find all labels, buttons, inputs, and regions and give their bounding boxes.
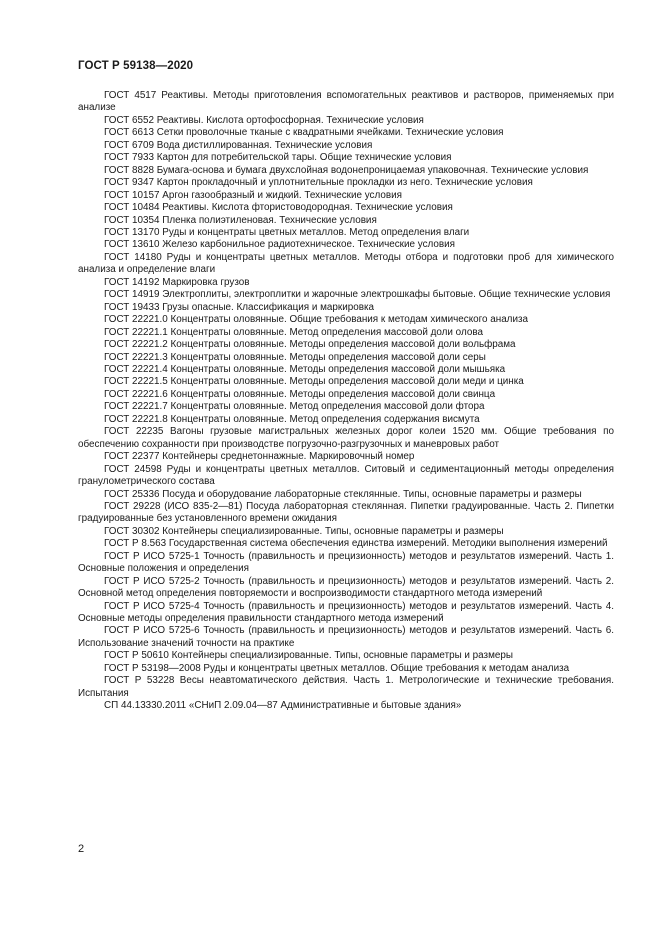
reference-item: ГОСТ 25336 Посуда и оборудование лабораторные стеклянные. Типы, основные параметры и размеры: [104, 488, 582, 500]
reference-item: ГОСТ 7933 Картон для потребительской тары. Общие технические условия: [104, 152, 452, 164]
reference-item: ГОСТ 13610 Железо карбонильное радиотехническое. Технические условия: [104, 239, 455, 251]
reference-item: ГОСТ 6552 Реактивы. Кислота ортофосфорная. Технические условия: [104, 114, 424, 126]
reference-item: ГОСТ Р 50610 Контейнеры специализированные. Типы, основные параметры и размеры: [104, 650, 513, 662]
reference-item: ГОСТ Р 53228 Весы неавтоматического действия. Часть 1. Метрологические и технические требования. Испытания: [78, 675, 614, 699]
reference-item: ГОСТ 22221.4 Концентраты оловянные. Методы определения массовой доли мышьяка: [104, 363, 506, 375]
reference-item: ГОСТ Р ИСО 5725-6 Точность (правильность и прецизионность) методов и результатов измерений. Часть 6. Использование значений точности на практике: [78, 625, 614, 649]
reference-item: ГОСТ 22221.1 Концентраты оловянные. Метод определения массовой доли олова: [104, 326, 483, 338]
reference-item: ГОСТ 22377 Контейнеры среднетоннажные. Маркировочный номер: [104, 451, 415, 463]
reference-item: ГОСТ 22221.7 Концентраты оловянные. Метод определения массовой доли фтора: [104, 401, 485, 413]
reference-item: ГОСТ 14919 Электроплиты, электроплитки и жарочные электрошкафы бытовые. Общие технические условия: [104, 289, 611, 301]
reference-item: ГОСТ 24598 Руды и концентраты цветных металлов. Ситовый и седиментационный методы определения гранулометрического состава: [78, 463, 614, 488]
reference-item: ГОСТ 22235 Вагоны грузовые магистральных железных дорог колеи 1520 мм. Общие требования по обеспечению сохранности при производстве погрузочно-разгрузочных и маневровых работ: [78, 426, 614, 450]
reference-item: ГОСТ 22221.6 Концентраты оловянные. Методы определения массовой доли свинца: [104, 388, 496, 400]
reference-item: ГОСТ 6613 Сетки проволочные тканые с квадратными ячейками. Технические условия: [104, 127, 504, 139]
reference-item: ГОСТ 22221.2 Концентраты оловянные. Методы определения массовой доли вольфрама: [104, 339, 516, 351]
reference-item: ГОСТ 13170 Руды и концентраты цветных металлов. Метод определения влаги: [104, 226, 470, 238]
reference-item: ГОСТ Р ИСО 5725-1 Точность (правильность и прецизионность) методов и результатов измерений. Часть 1. Основные положения и определения: [78, 550, 614, 575]
reference-item: ГОСТ 29228 (ИСО 835-2—81) Посуда лабораторная стеклянная. Пипетки градуированные. Часть 2. Пипетки градуированные без установленного времени ожидания: [78, 500, 614, 525]
reference-item: ГОСТ 6709 Вода дистиллированная. Технические условия: [104, 139, 373, 151]
reference-item: ГОСТ Р 8.563 Государственная система обеспечения единства измерений. Методики выполнения измерений: [104, 538, 608, 550]
reference-item: ГОСТ Р ИСО 5725-2 Точность (правильность и прецизионность) методов и результатов измерений. Часть 2. Основной метод определения повторяемости и воспроизводимости стандартного метода измерений: [78, 575, 614, 600]
reference-item: ГОСТ 22221.5 Концентраты оловянные. Методы определения массовой доли меди и цинка: [104, 376, 524, 388]
reference-item: ГОСТ 10157 Аргон газообразный и жидкий. Технические условия: [104, 189, 402, 201]
reference-item: ГОСТ 22221.0 Концентраты оловянные. Общие требования к методам химического анализа: [104, 314, 528, 326]
reference-item: ГОСТ 14180 Руды и концентраты цветных металлов. Методы отбора и подготовки проб для химического анализа и определение влаги: [78, 251, 614, 276]
reference-item: СП 44.13330.2011 «СНиП 2.09.04—87 Административные и бытовые здания»: [104, 700, 462, 712]
reference-item: ГОСТ Р 53198—2008 Руды и концентраты цветных металлов. Общие требования к методам анализа: [104, 662, 570, 674]
reference-item: ГОСТ Р ИСО 5725-4 Точность (правильность и прецизионность) методов и результатов измерений. Часть 4. Основные методы определения правильности стандартного метода измерений: [78, 600, 614, 625]
page-number: 2: [78, 843, 85, 855]
reference-item: ГОСТ 19433 Грузы опасные. Классификация и маркировка: [104, 301, 374, 313]
reference-item: ГОСТ 8828 Бумага-основа и бумага двухслойная водонепроницаемая упаковочная. Технические условия: [104, 164, 589, 176]
reference-item: ГОСТ 9347 Картон прокладочный и уплотнительные прокладки из него. Технические условия: [104, 177, 533, 189]
reference-item: ГОСТ 22221.3 Концентраты оловянные. Методы определения массовой доли серы: [104, 351, 486, 363]
reference-item: ГОСТ 10354 Пленка полиэтиленовая. Технические условия: [104, 214, 377, 226]
document-header-code: ГОСТ Р 59138—2020: [78, 60, 194, 72]
reference-item: ГОСТ 10484 Реактивы. Кислота фтористоводородная. Технические условия: [104, 202, 453, 214]
reference-item: ГОСТ 4517 Реактивы. Методы приготовления вспомогательных реактивов и растворов, применяемых при анализе: [78, 90, 614, 114]
reference-item: ГОСТ 30302 Контейнеры специализированные. Типы, основные параметры и размеры: [104, 525, 504, 537]
reference-item: ГОСТ 22221.8 Концентраты оловянные. Метод определения содержания висмута: [104, 413, 480, 425]
normative-references-list: [78, 90, 614, 713]
reference-item: ГОСТ 14192 Маркировка грузов: [104, 276, 250, 288]
